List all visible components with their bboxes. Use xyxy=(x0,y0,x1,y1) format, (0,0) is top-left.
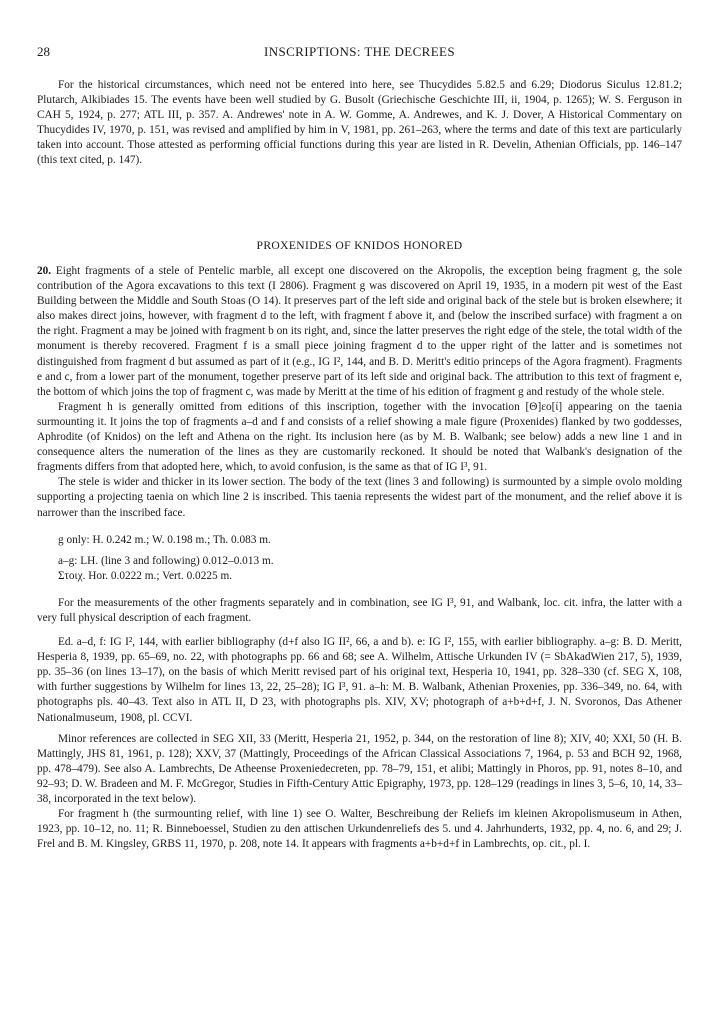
running-title: INSCRIPTIONS: THE DECREES xyxy=(263,44,456,59)
bibliography-minor-references: Minor references are collected in SEG XII, 33 (Meritt, Hesperia 21, 1952, p. 344, on the restoration of line 8); XIV, 40; XXI, 50 (H. B. Mattingly, JHS 81, 1961, p. 128); XXV, 37 (Mattingly, Proceedings of the African Classical Associations 7, 1964, p. 53 and BCH 92, 1968, pp. 478–479). See also A. Lambrechts, De Atheense Proxeniedecreten, pp. 78–79, 151, et alibi; Mattingly in Phoros, pp. 91, notes 8–10, and 92–93; D. W. Bradeen and M. F. McGregor, Studies in Fifth-Century Attic Epigraphy, 1973, pp. 128–129 (readings in lines 3, 5–6, 10, 14, 33–38, incorporated in the text below). xyxy=(37,732,682,805)
entry-block xyxy=(37,264,682,852)
intro-block xyxy=(37,78,682,169)
entry-paragraph-3: The stele is wider and thicker in its lower section. The body of the text (lines 3 and following) is surmounted by a simple ovolo molding supporting a projecting taenia on which line 2 is inscribed. This taenia represents the widest part of the monument, and the relief above it is narrower than the inscribed face. xyxy=(37,476,682,519)
section-title: PROXENIDES OF KNIDOS HONORED xyxy=(256,239,463,252)
measurement-ag-letter-height: a–g: LH. (line 3 and following) 0.012–0.013 m. xyxy=(58,554,274,567)
measurements-note: For the measurements of the other fragments separately and in combination, see IG I³, 91, and Walbank, loc. cit. infra, the latter with a very full physical description of each fragment. xyxy=(37,596,682,624)
entry-paragraph-1-text: Eight fragments of a stele of Pentelic marble, all except one discovered on the Akropolis, the exception being fragment g, the sole contribution of the Agora excavations to this text (I 2806). Fragment g was discovered on April 19, 1935, in a modern pit west of the East Building between the Middle and South Stoas (O 14). It preserves part of the left side and original back of the stele but is broken elsewhere; it also makes direct joins, however, with fragment d to the left, with fragment f above it, and (below the inscribed surface) with fragment a on the right. Fragment a may be joined with fragment b on its right, and, since the latter preserves the right edge of the stele, the total width of the monument is thereby recovered. Fragment f is a small piece joining fragment d to the upper right of the latter and is sometimes not distinguished from fragment d but assumed as part of it (e.g., IG I², 144, and B. D. Meritt's editio princeps of the Agora fragment). Fragments e and c, from a lower part of the monument, together preserve part of its left side and original back. The attribution to this text of fragment e, the bottom of which joins the top of fragment c, was made by Meritt at the time of his edition of fragment g and restudy of the whole stele. xyxy=(37,265,682,398)
measurement-g: g only: H. 0.242 m.; W. 0.198 m.; Th. 0.083 m. xyxy=(58,533,271,546)
page-number: 28 xyxy=(37,44,50,59)
page-header xyxy=(37,44,682,60)
entry-number: 20. xyxy=(37,265,52,277)
measurement-ag-stoichedon: Στοιχ. Hor. 0.0222 m.; Vert. 0.0225 m. xyxy=(58,569,233,582)
bibliography-fragment-h: For fragment h (the surmounting relief, with line 1) see O. Walter, Beschreibung der Reliefs im kleinen Akropolismuseum in Athen, 1923, pp. 10–12, no. 11; R. Binneboessel, Studien zu den attischen Urkundenreliefs des 5. und 4. Jahrhunderts, 1932, pp. 4, no. 6, and 29; J. Frel and B. M. Kingsley, GRBS 11, 1970, p. 208, note 14. It appears with fragments a+b+d+f in Lambrechts, op. cit., pl. I. xyxy=(37,808,682,851)
entry-paragraph-1 xyxy=(37,264,682,400)
entry-paragraph-2: Fragment h is generally omitted from editions of this inscription, together with the invocation [Θ]εο[ί] appearing on the taenia surmounting it. It joins the top of fragments a–d and f and consists of a relief showing a male figure (Proxenides) flanked by two goddesses, Aphrodite (of Knidos) on the left and Athena on the right. Its inclusion here (as by M. B. Walbank; see below) adds a new line 1 and in consequence alters the numeration of the lines as they are customarily reckoned. It should be noted that Walbank's designation of the fragments differs from that adopted here, which, to avoid confusion, is the same as that of IG I³, 91. xyxy=(37,400,682,474)
intro-paragraph: For the historical circumstances, which need not be entered into here, see Thucydides 5.82.5 and 6.29; Diodorus Siculus 12.81.2; Plutarch, Alkibiades 15. The events have been well studied by G. Busolt (Griechische Geschichte III, ii, 1904, p. 1265); W. S. Ferguson in CAH 5, 1924, p. 277; ATL III, p. 357. A. Andrewes' note in A. W. Gomme, A. Andrewes, and K. J. Dover, A Historical Commentary on Thucydides IV, 1970, p. 151, was revised and amplified by him in V, 1981, pp. 261–263, where the terms and date of this text are particularly taken into account. Those attested as performing official functions during this year are listed in R. Develin, Athenian Officials, pp. 146–147 (this text cited, p. 147). xyxy=(37,79,682,167)
bibliography-editions: Ed. a–d, f: IG I², 144, with earlier bibliography (d+f also IG II², 66, a and b). e: IG I², 155, with earlier bibliography. a–g: B. D. Meritt, Hesperia 8, 1939, pp. 65–69, no. 22, with photographs pp. 66 and 68; see A. Wilhelm, Attische Urkunden IV (= SbAkadWien 217, 5), 1939, pp. 35–36 (on lines 13–17), on the basis of which Meritt revised part of his original text, Hesperia 10, 1941, pp. 328–330 (cf. SEG X, 108, with further suggestions by Wilhelm for lines 13, 22, 25–28); IG I³, 91. a–h: M. B. Walbank, Athenian Proxenies, pp. 336–349, no. 64, with photographs pls. 40–43. Text also in ATL II, D 23, with photographs pls. XIV, XV; photograph of a+b+d+f, J. N. Svoronos, Das Athener Nationalmuseum, 1908, pl. CCVI. xyxy=(37,636,682,724)
